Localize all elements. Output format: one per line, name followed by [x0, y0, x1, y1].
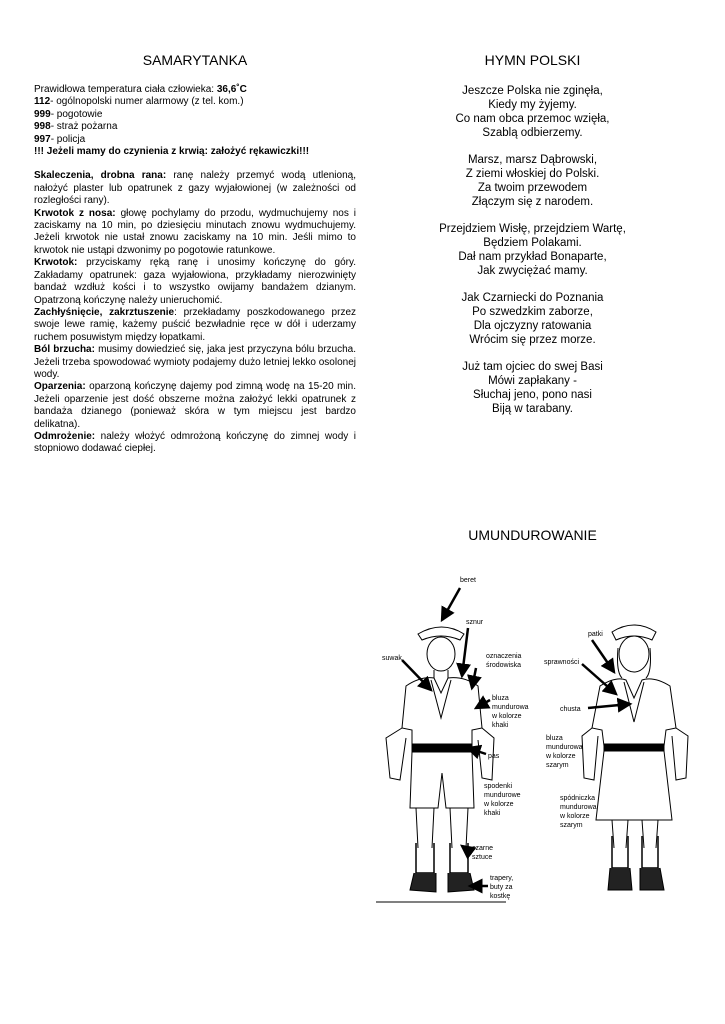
- emergency-number: [34, 109, 356, 121]
- male-belt: [412, 744, 472, 752]
- entry-term: Zachłyśnięcie, zakrztuszenie: [34, 306, 175, 318]
- female-skirt: [596, 751, 672, 820]
- lyric-line: Jak zwyciężać mamy.: [477, 265, 588, 277]
- entry-text: należy włożyć odmrożoną kończynę do zimnej wody i stopniowo dodawać ciepłej.: [34, 430, 356, 455]
- entry-term: Skaleczenia, drobna rana:: [34, 170, 167, 182]
- male-shorts: [410, 752, 474, 808]
- entry-frostbite: [34, 431, 356, 456]
- entry-cuts: [34, 170, 356, 207]
- male-left-arm: [386, 728, 406, 780]
- female-right-arm: [672, 728, 688, 780]
- male-scarf: [431, 680, 451, 718]
- label-sprawnosci: sprawności: [544, 659, 580, 666]
- lyric-line: Co nam obca przemoc wzięła,: [455, 113, 610, 125]
- lyric-line: Po szwedzkim zaborze,: [472, 306, 593, 318]
- lyric-line: Jeszcze Polska nie zginęła,: [462, 85, 603, 97]
- label-bluza-m: mundurowa: [492, 704, 529, 711]
- lyric-line: Jak Czarniecki do Poznania: [461, 292, 604, 304]
- lyric-line: Kiedy my żyjemy.: [488, 99, 577, 111]
- lyric-line: Będziem Polakami.: [483, 237, 582, 249]
- entry-term: Ból brzucha:: [34, 344, 95, 356]
- label-patki: patki: [588, 631, 603, 638]
- lyric-line: Za twoim przewodem: [477, 182, 588, 194]
- emergency-number: [34, 134, 356, 146]
- label-beret: beret: [460, 577, 476, 584]
- anthem-title: HYMN POLSKI: [484, 52, 581, 68]
- label-bluza-f: szarym: [546, 762, 569, 769]
- male-legs: [416, 808, 468, 848]
- emergency-number: [34, 96, 356, 108]
- entry-text: oparzoną kończynę dajemy pod zimną wodę na 15-20 min. Jeżeli oparzenie jest dość obszerne można założyć lekki opatrunek z bandaża dzianego (ponieważ skóra w tym miejscu jest bardzo delikatna).: [34, 381, 356, 430]
- number-desc: - straż pożarna: [50, 121, 118, 133]
- label-spodenki: w kolorze: [484, 801, 514, 808]
- entry-text: głowę pochylamy do przodu, wydmuchujemy nos i zaciskamy na 10 min, po dziesięciu minutach znowu wydmuchujemy. Jeżeli krwotok nie ustał znowu zaciskamy na 10 min. Jeśli mimo to krwotok nie ustąpi dzwonimy po pogotowie ratunkowe.: [34, 207, 357, 256]
- label-bluza-f: w kolorze: [546, 753, 576, 760]
- female-socks: [612, 836, 658, 868]
- label-bluza-m: bluza: [492, 695, 509, 702]
- female-belt: [604, 744, 664, 751]
- label-bluza-m: khaki: [492, 722, 509, 729]
- female-legs: [612, 820, 658, 848]
- entry-term: Oparzenia:: [34, 381, 86, 393]
- label-spodniczka: szarym: [560, 822, 583, 829]
- female-scarf: [624, 682, 644, 722]
- entry-text: ranę należy przemyć wodą utlenioną, nałożyć plaster lub opatrunek z gazy wyjałowionej (w zależności od rozległości rany).: [34, 170, 356, 207]
- anthem-lyrics: [410, 84, 655, 429]
- arrow-bluza-m: [476, 700, 490, 708]
- label-spodenki: khaki: [484, 810, 501, 817]
- number-value: 998: [34, 121, 51, 133]
- entry-choking: [34, 307, 356, 344]
- first-aid-title: SAMARYTANKA: [142, 52, 248, 68]
- lyric-line: Wrócim się przez morze.: [469, 334, 596, 346]
- first-aid-section: [34, 84, 356, 456]
- male-head: [427, 637, 455, 671]
- entry-text: musimy dowiedzieć się, jaka jest przyczyna bólu brzucha. Jeżeli trzeba spowodować wymioty podajemy dużo letniej lekko osolonej wody.: [34, 344, 356, 380]
- stanza: [410, 84, 655, 140]
- entry-text: : przekładamy poszkodowanego przez swoje lewe ramię, każemy puścić bezwładnie ręce w dół i uderzamy ruchem posuwistym między łopatkami.: [34, 306, 357, 343]
- label-spodenki: mundurowe: [484, 792, 521, 799]
- lyric-line: Już tam ojciec do swej Basi: [462, 361, 603, 373]
- lyric-line: Mówi zapłakany -: [488, 375, 577, 387]
- lyric-line: Dla ojczyzny ratowania: [473, 320, 592, 332]
- male-socks: [416, 843, 468, 873]
- female-head: [619, 636, 649, 672]
- label-trapery: trapery,: [490, 875, 514, 882]
- lyric-line: Przejdziem Wisłę, przejdziem Wartę,: [439, 223, 626, 235]
- arrow-beret: [442, 588, 460, 620]
- male-shirt: [402, 678, 482, 746]
- female-shirt: [592, 679, 676, 746]
- label-pas: pas: [488, 753, 500, 760]
- label-bluza-f: bluza: [546, 735, 563, 742]
- number-desc: - pogotowie: [50, 108, 103, 120]
- warning-text: !!! Jeżeli mamy do czynienia z krwią: założyć rękawiczki!!!: [34, 146, 310, 158]
- number-value: 997: [34, 133, 51, 145]
- lyric-line: Biją w tarabany.: [492, 403, 573, 415]
- label-spodniczka: mundurowa: [560, 804, 597, 811]
- lyric-line: Dał nam przykład Bonaparte,: [458, 251, 607, 263]
- label-spodniczka: spódniczka: [560, 795, 596, 802]
- male-boots: [410, 873, 474, 892]
- entry-term: Odmrożenie:: [34, 430, 96, 442]
- female-hair: [618, 648, 651, 678]
- stanza: [410, 153, 655, 209]
- female-boots: [608, 868, 664, 890]
- label-spodenki: spodenki: [484, 783, 513, 790]
- number-value: 999: [34, 108, 51, 120]
- label-trapery: buty za: [490, 884, 513, 891]
- label-suwak: suwak: [382, 655, 402, 662]
- entry-stomach: [34, 344, 356, 381]
- entry-bleeding: [34, 257, 356, 307]
- female-scout-figure: [582, 625, 688, 890]
- arrow-oznaczenia: [472, 668, 476, 688]
- lyric-line: Słuchaj jeno, pono nasi: [473, 389, 592, 401]
- stanza: [410, 360, 655, 416]
- entry-burns: [34, 381, 356, 431]
- lyric-line: Szablą odbierzemy.: [482, 127, 583, 139]
- lyric-line: Marsz, marsz Dąbrowski,: [467, 154, 598, 166]
- label-chusta: chusta: [560, 706, 581, 713]
- label-sznur: sznur: [466, 619, 484, 626]
- temperature-label: Prawidłowa temperatura ciała człowieka:: [34, 84, 217, 95]
- male-beret: [418, 627, 464, 640]
- number-value: 112: [34, 96, 51, 108]
- number-desc: - policja: [50, 133, 86, 145]
- label-spodniczka: w kolorze: [560, 813, 590, 820]
- emergency-number: [34, 121, 356, 133]
- uniform-title: UMUNDUROWANIE: [468, 527, 597, 543]
- female-beret: [612, 625, 656, 640]
- uniform-labels: [382, 577, 603, 900]
- label-oznaczenia: środowiska: [486, 662, 522, 669]
- stanza: [410, 222, 655, 278]
- arrow-chusta: [588, 704, 630, 708]
- label-trapery: kostkę: [490, 893, 511, 900]
- entry-text: przyciskamy ręką ranę i unosimy kończynę do góry. Zakładamy opatrunek: gaza wyjałowiona, przykładamy nierozwinięty bandaż wzdłuż kości i to wszystko owijamy bandażem dzianym. Opatrzoną kończynę należy unieruchomić.: [34, 257, 356, 306]
- label-oznaczenia: oznaczenia: [486, 653, 522, 660]
- lyric-line: Z ziemi włoskiej do Polski.: [465, 168, 600, 180]
- arrow-patki: [592, 640, 614, 672]
- temperature-value: 36,6˚C: [216, 84, 247, 95]
- uniform-illustration: [376, 568, 698, 910]
- entry-term: Krwotok z nosa:: [34, 207, 116, 219]
- entry-term: Krwotok:: [34, 257, 78, 269]
- number-desc: - ogólnopolski numer alarmowy (z tel. kom.): [50, 96, 244, 108]
- entry-nosebleed: [34, 208, 356, 258]
- temperature-line: [34, 84, 356, 96]
- label-bluza-m: w kolorze: [492, 713, 522, 720]
- female-left-arm: [582, 728, 598, 780]
- lyric-line: Złączym się z narodem.: [471, 196, 594, 208]
- label-czarne: sztuce: [472, 854, 493, 861]
- stanza: [410, 291, 655, 347]
- label-bluza-f: mundurowa: [546, 744, 583, 751]
- label-czarne: czarne: [472, 845, 494, 852]
- gloves-warning: [34, 146, 356, 158]
